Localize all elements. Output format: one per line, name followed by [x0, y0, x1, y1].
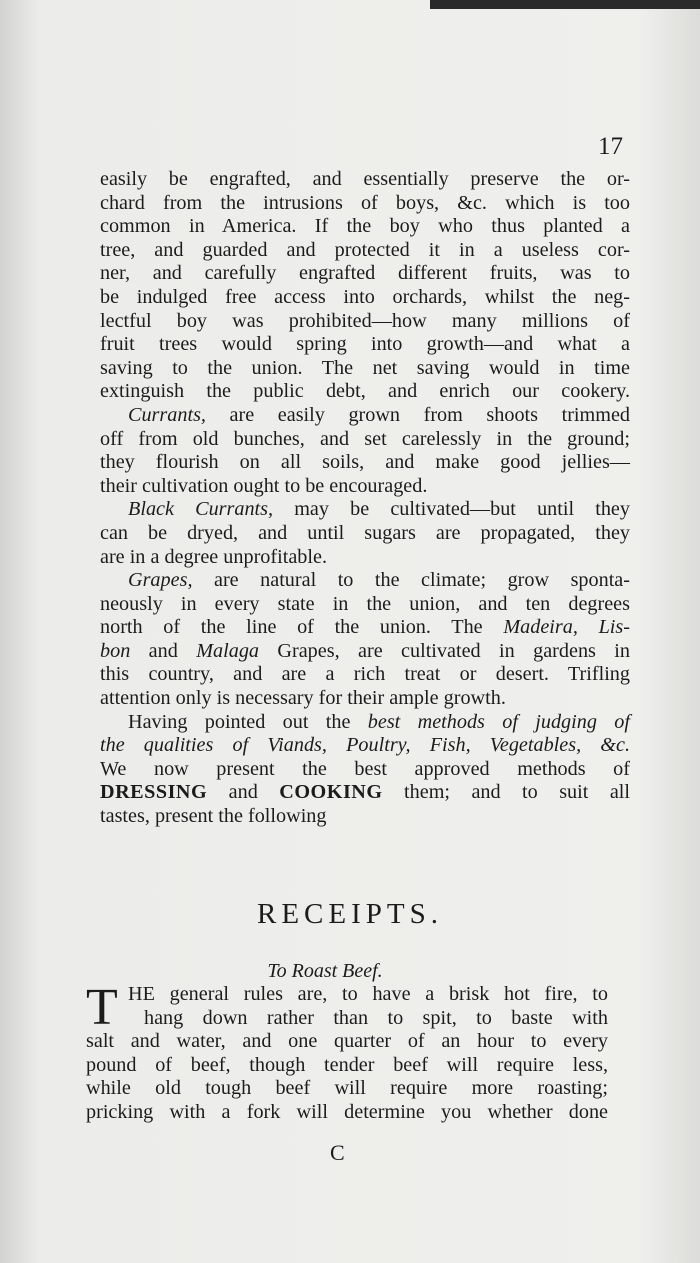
text-line: they flourish on all soils, and make good jellies—	[100, 451, 630, 474]
term-grapes: Grapes,	[128, 569, 193, 592]
body-text	[100, 168, 630, 829]
paragraph-black-currants: Black Currants, may be cultivated—but until they	[128, 498, 630, 521]
text-line: DRESSING and COOKING them; and to suit all	[100, 781, 630, 804]
recipe-text	[86, 979, 608, 1125]
text-line: neously in every state in the union, and ten degrees	[100, 592, 630, 615]
text-line: attention only is necessary for their ample growth.	[100, 687, 506, 710]
term-malaga: Malaga	[196, 639, 260, 662]
paragraph-closing: Having pointed out the best methods of judging of	[128, 710, 630, 733]
text-line: while old tough beef will require more roasting;	[86, 1077, 608, 1100]
text-line: off from old bunches, and set carelessly in the ground;	[100, 427, 630, 450]
text-line: salt and water, and one quarter of an hour to every	[86, 1030, 608, 1053]
text-line: bon and Malaga Grapes, are cultivated in gardens in	[100, 639, 630, 662]
page-number: 17	[598, 133, 623, 160]
term-currants: Currants,	[128, 403, 206, 426]
text-line: tastes, present the following	[100, 805, 327, 828]
text-line: saving to the union. The net saving would in time	[100, 356, 630, 379]
text-line: tree, and guarded and protected it in a useless cor-	[100, 238, 630, 261]
section-heading: RECEIPTS.	[257, 898, 443, 930]
text-line: this country, and are a rich treat or desert. Trifling	[100, 663, 630, 686]
text-line: north of the line of the union. The Madeira, Lis-	[100, 616, 630, 639]
text-line: lectful boy was prohibited—how many millions of	[100, 309, 630, 332]
drop-cap: T	[86, 979, 118, 1036]
text-line: pound of beef, though tender beef will require less,	[86, 1053, 608, 1076]
text-line: HE general rules are, to have a brisk hot fire, to	[128, 983, 608, 1005]
text-line: common in America. If the boy who thus planted a	[100, 215, 630, 238]
text-line: extinguish the public debt, and enrich our cookery.	[100, 380, 630, 403]
text-line: fruit trees would spring into growth—and what a	[100, 333, 630, 356]
text-line: We now present the best approved methods of	[100, 757, 630, 780]
text-line: easily be engrafted, and essentially preserve the or-	[100, 168, 630, 190]
text-line: chard from the intrusions of boys, &c. which is too	[100, 191, 630, 214]
text-line: be indulged free access into orchards, whilst the neg-	[100, 285, 630, 308]
recipe-title: To Roast Beef.	[267, 960, 383, 982]
signature-mark: C	[330, 1140, 345, 1165]
text-line: are in a degree unprofitable.	[100, 545, 327, 568]
paragraph-grapes: Grapes, are natural to the climate; grow sponta-	[128, 569, 630, 592]
text-line: can be dryed, and until sugars are propagated, they	[100, 521, 630, 544]
text-line: their cultivation ought to be encouraged.	[100, 474, 428, 497]
text-line: ner, and carefully engrafted different fruits, was to	[100, 262, 630, 285]
term-black-currants: Black Currants,	[128, 498, 274, 521]
text-line: pricking with a fork will determine you whether done	[86, 1100, 608, 1123]
text-line: the qualities of Viands, Poultry, Fish, Vegetables, &c.	[100, 734, 630, 757]
term-madeira: Madeira, Lis-	[503, 616, 630, 639]
text-line: hang down rather than to spit, to baste with	[144, 1006, 608, 1029]
paragraph-currants: Currants, are easily grown from shoots trimmed	[128, 403, 630, 426]
